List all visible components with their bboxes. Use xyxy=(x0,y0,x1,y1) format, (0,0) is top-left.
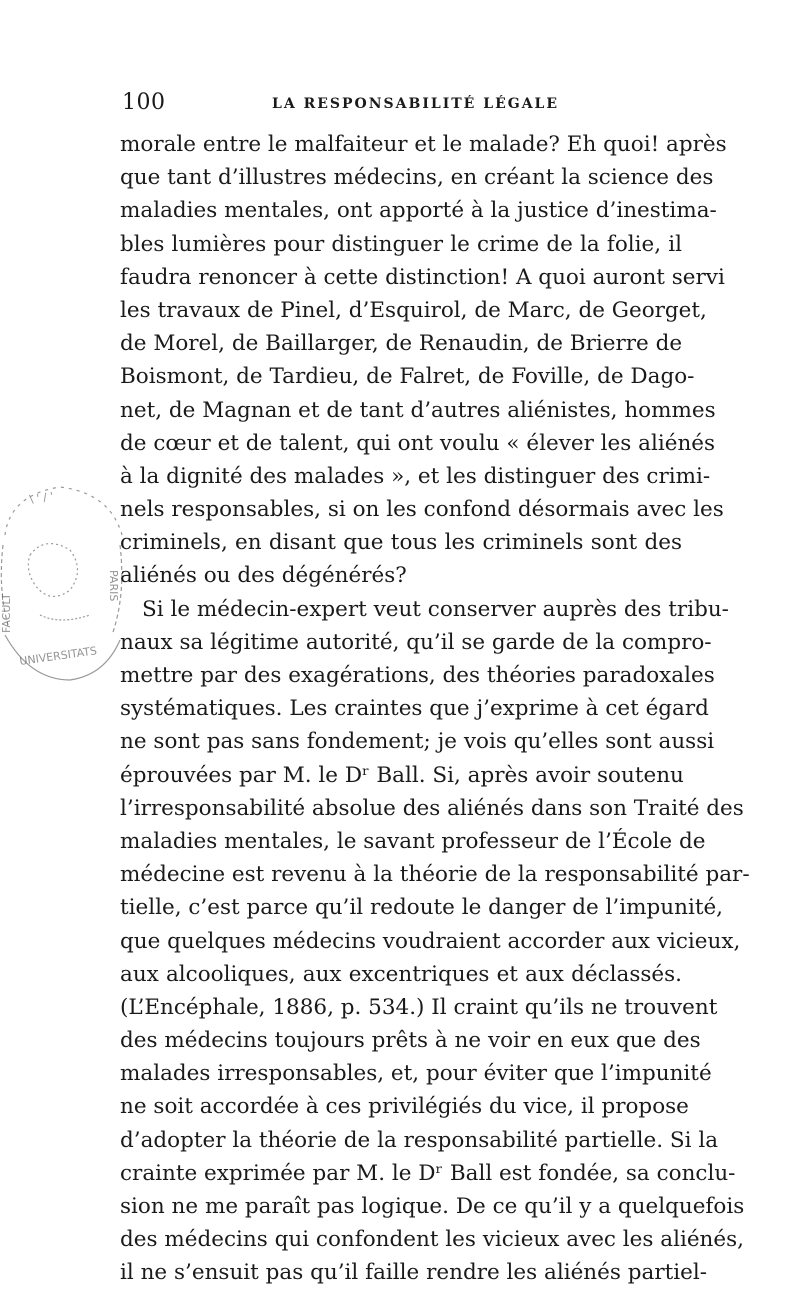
text-line: crainte exprimée par M. le Dʳ Ball est fondée, sa conclu- xyxy=(120,1160,736,1186)
text-line: (L’Encéphale, 1886, p. 534.) Il craint qu’ils ne trouvent xyxy=(120,994,718,1020)
text-line: que tant d’illustres médecins, en créant la science des xyxy=(120,165,714,191)
text-line: éprouvées par M. le Dʳ Ball. Si, après avoir soutenu xyxy=(120,762,684,788)
text-line: aux alcooliques, aux excentriques et aux déclassés. xyxy=(120,961,682,987)
text-line: mettre par des exagérations, des théories paradoxales xyxy=(120,663,715,688)
library-stamp-seal xyxy=(0,475,128,685)
text-line: d’adopter la théorie de la responsabilité partielle. Si la xyxy=(120,1127,719,1153)
text-line: à la dignité des malades », et les distinguer des crimi- xyxy=(120,463,711,489)
text-line: il ne s’ensuit pas qu’il faille rendre les aliénés partiel- xyxy=(120,1260,707,1286)
library-stamp xyxy=(0,475,128,685)
svg-text:\ ' / ': \ ' / ' xyxy=(28,489,55,506)
text-line: tielle, c’est parce qu’il redoute le danger de l’impunité, xyxy=(120,895,724,921)
running-title: LA RESPONSABILITÉ LÉGALE xyxy=(272,96,560,112)
page-number: 100 xyxy=(122,90,166,115)
text-line: les travaux de Pinel, d’Esquirol, de Marc, de Georget, xyxy=(120,297,707,323)
svg-text:UNIVERSITATS: UNIVERSITATS xyxy=(18,644,98,668)
text-line: nels responsables, si on les confond désormais avec les xyxy=(120,497,724,523)
text-line: net, de Magnan et de tant d’autres aliénistes, hommes xyxy=(120,397,716,423)
text-line: l’irresponsabilité absolue des aliénés dans son Traité des xyxy=(120,795,744,821)
text-line: de cœur et de talent, qui ont voulu « élever les aliénés xyxy=(120,430,716,456)
text-line: morale entre le malfaiteur et le malade? Eh quoi! après xyxy=(120,132,727,157)
text-line: malades irresponsables, et, pour éviter que l’impunité xyxy=(120,1061,712,1087)
running-head xyxy=(122,90,682,120)
text-line: des médecins toujours prêts à ne voir en eux que des xyxy=(120,1028,701,1054)
svg-text:PARIS: PARIS xyxy=(107,570,120,602)
text-line: maladies mentales, le savant professeur de l’École de xyxy=(120,828,706,854)
text-line: des médecins qui confondent les vicieux avec les aliénés, xyxy=(120,1227,744,1253)
text-line: ne sont pas sans fondement; je vois qu’elles sont aussi xyxy=(120,729,715,755)
text-line: maladies mentales, ont apporté à la justice d’inestima- xyxy=(120,198,717,224)
text-line: Boismont, de Tardieu, de Falret, de Foville, de Dago- xyxy=(120,364,695,390)
text-line: criminels, en disant que tous les criminels sont des xyxy=(120,530,682,556)
svg-text:FACULT: FACULT xyxy=(0,593,13,633)
text-line: médecine est revenu à la théorie de la responsabilité par- xyxy=(120,862,750,888)
text-line-paragraph-start: Si le médecin-expert veut conserver auprès des tribu- xyxy=(142,596,729,622)
text-line: sion ne me paraît pas logique. De ce qu’il y a quelquefois xyxy=(120,1194,745,1219)
text-line: que quelques médecins voudraient accorder aux vicieux, xyxy=(120,928,741,954)
text-line: faudra renoncer à cette distinction! A quoi auront servi xyxy=(120,264,725,290)
text-line: bles lumières pour distinguer le crime de la folie, il xyxy=(120,231,682,257)
text-line: de Morel, de Baillarger, de Renaudin, de Brierre de xyxy=(120,331,683,357)
text-line-paragraph-end: aliénés ou des dégénérés? xyxy=(120,563,407,589)
body-text xyxy=(120,128,750,1290)
text-line: naux sa légitime autorité, qu’il se garde de la compro- xyxy=(120,629,712,655)
text-line: ne soit accordée à ces privilégiés du vice, il propose xyxy=(120,1094,689,1120)
text-line: systématiques. Les craintes que j’exprime à cet égard xyxy=(120,696,709,722)
